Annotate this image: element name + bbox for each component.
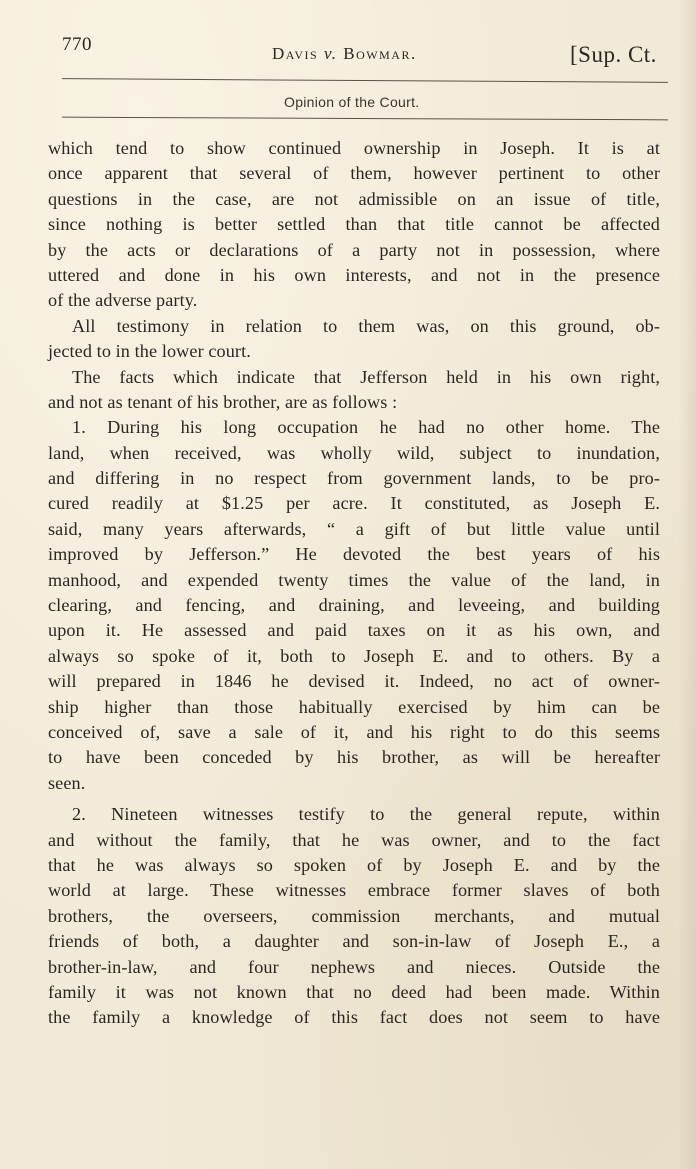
- text-line: jected to in the lower court.: [48, 341, 251, 362]
- text-line: world at large. These witnesses embrace former slaves of both: [48, 880, 660, 901]
- page-edge-shadow: [678, 0, 696, 1169]
- running-title-versus: v.: [323, 44, 338, 63]
- text-line: which tend to show continued ownership in Joseph. It is at: [48, 138, 660, 158]
- section-heading: Opinion of the Court.: [284, 94, 420, 110]
- text-line: always so spoke of it, both to Joseph E. and to others. By a: [48, 645, 660, 666]
- text-line: conceived of, save a sale of it, and his right to do this seems: [48, 721, 660, 742]
- text-line: family it was not known that no deed had been made. Within: [48, 981, 660, 1002]
- text-line: uttered and done in his own interests, and not in the presence: [48, 264, 660, 285]
- text-line: of the adverse party.: [48, 290, 198, 311]
- court-label: [Sup. Ct.: [570, 42, 657, 67]
- opinion-text: [48, 136, 660, 1031]
- text-line: said, many years afterwards, “ a gift of but little value until: [48, 518, 660, 539]
- text-line: once apparent that several of them, however pertinent to other: [48, 163, 660, 184]
- text-line: since nothing is better settled than that title cannot be affected: [48, 214, 660, 235]
- paragraph-first-line: 2. Nineteen witnesses testify to the general repute, within: [72, 804, 660, 825]
- text-line: and without the family, that he was owner, and to the fact: [48, 829, 660, 850]
- text-line: seen.: [48, 772, 86, 793]
- text-line: improved by Jefferson.” He devoted the best years of his: [48, 544, 660, 565]
- text-line: friends of both, a daughter and son-in-law of Joseph E., a: [48, 931, 660, 952]
- running-title: [272, 44, 417, 64]
- text-line: and not as tenant of his brother, are as follows :: [48, 391, 398, 412]
- text-line: clearing, and fencing, and draining, and leveeing, and building: [48, 595, 660, 616]
- running-title-plaintiff: Davis: [272, 44, 319, 63]
- text-line: by the acts or declarations of a party not in possession, where: [48, 239, 660, 260]
- paragraph-first-line: The facts which indicate that Jefferson held in his own right,: [72, 366, 660, 387]
- text-line: to have been conceded by his brother, as will be hereafter: [48, 747, 660, 768]
- text-line: manhood, and expended twenty times the value of the land, in: [48, 569, 660, 590]
- page-number: 770: [62, 34, 92, 55]
- text-line: will prepared in 1846 he devised it. Indeed, no act of owner-: [48, 671, 660, 692]
- running-title-defendant: Bowmar.: [343, 44, 417, 63]
- header-rule-top: [62, 78, 668, 83]
- paragraph-first-line: All testimony in relation to them was, on this ground, ob-: [72, 315, 660, 336]
- text-line: land, when received, was wholly wild, subject to inundation,: [48, 442, 660, 463]
- text-line: brothers, the overseers, commission merchants, and mutual: [48, 905, 660, 926]
- text-line: that he was always so spoken of by Joseph E. and by the: [48, 854, 660, 875]
- text-line: the family a knowledge of this fact does not seem to have: [48, 1007, 660, 1028]
- text-line: brother-in-law, and four nephews and nieces. Outside the: [48, 956, 660, 977]
- text-line: and differing in no respect from government lands, to be pro-: [48, 468, 660, 489]
- paragraph-first-line: 1. During his long occupation he had no other home. The: [72, 417, 660, 438]
- text-line: questions in the case, are not admissible on an issue of title,: [48, 188, 660, 209]
- text-line: cured readily at $1.25 per acre. It constituted, as Joseph E.: [48, 493, 660, 514]
- text-line: upon it. He assessed and paid taxes on it as his own, and: [48, 620, 660, 641]
- text-line: ship higher than those habitually exercised by him can be: [48, 696, 660, 717]
- header-rule-bottom: [62, 117, 668, 121]
